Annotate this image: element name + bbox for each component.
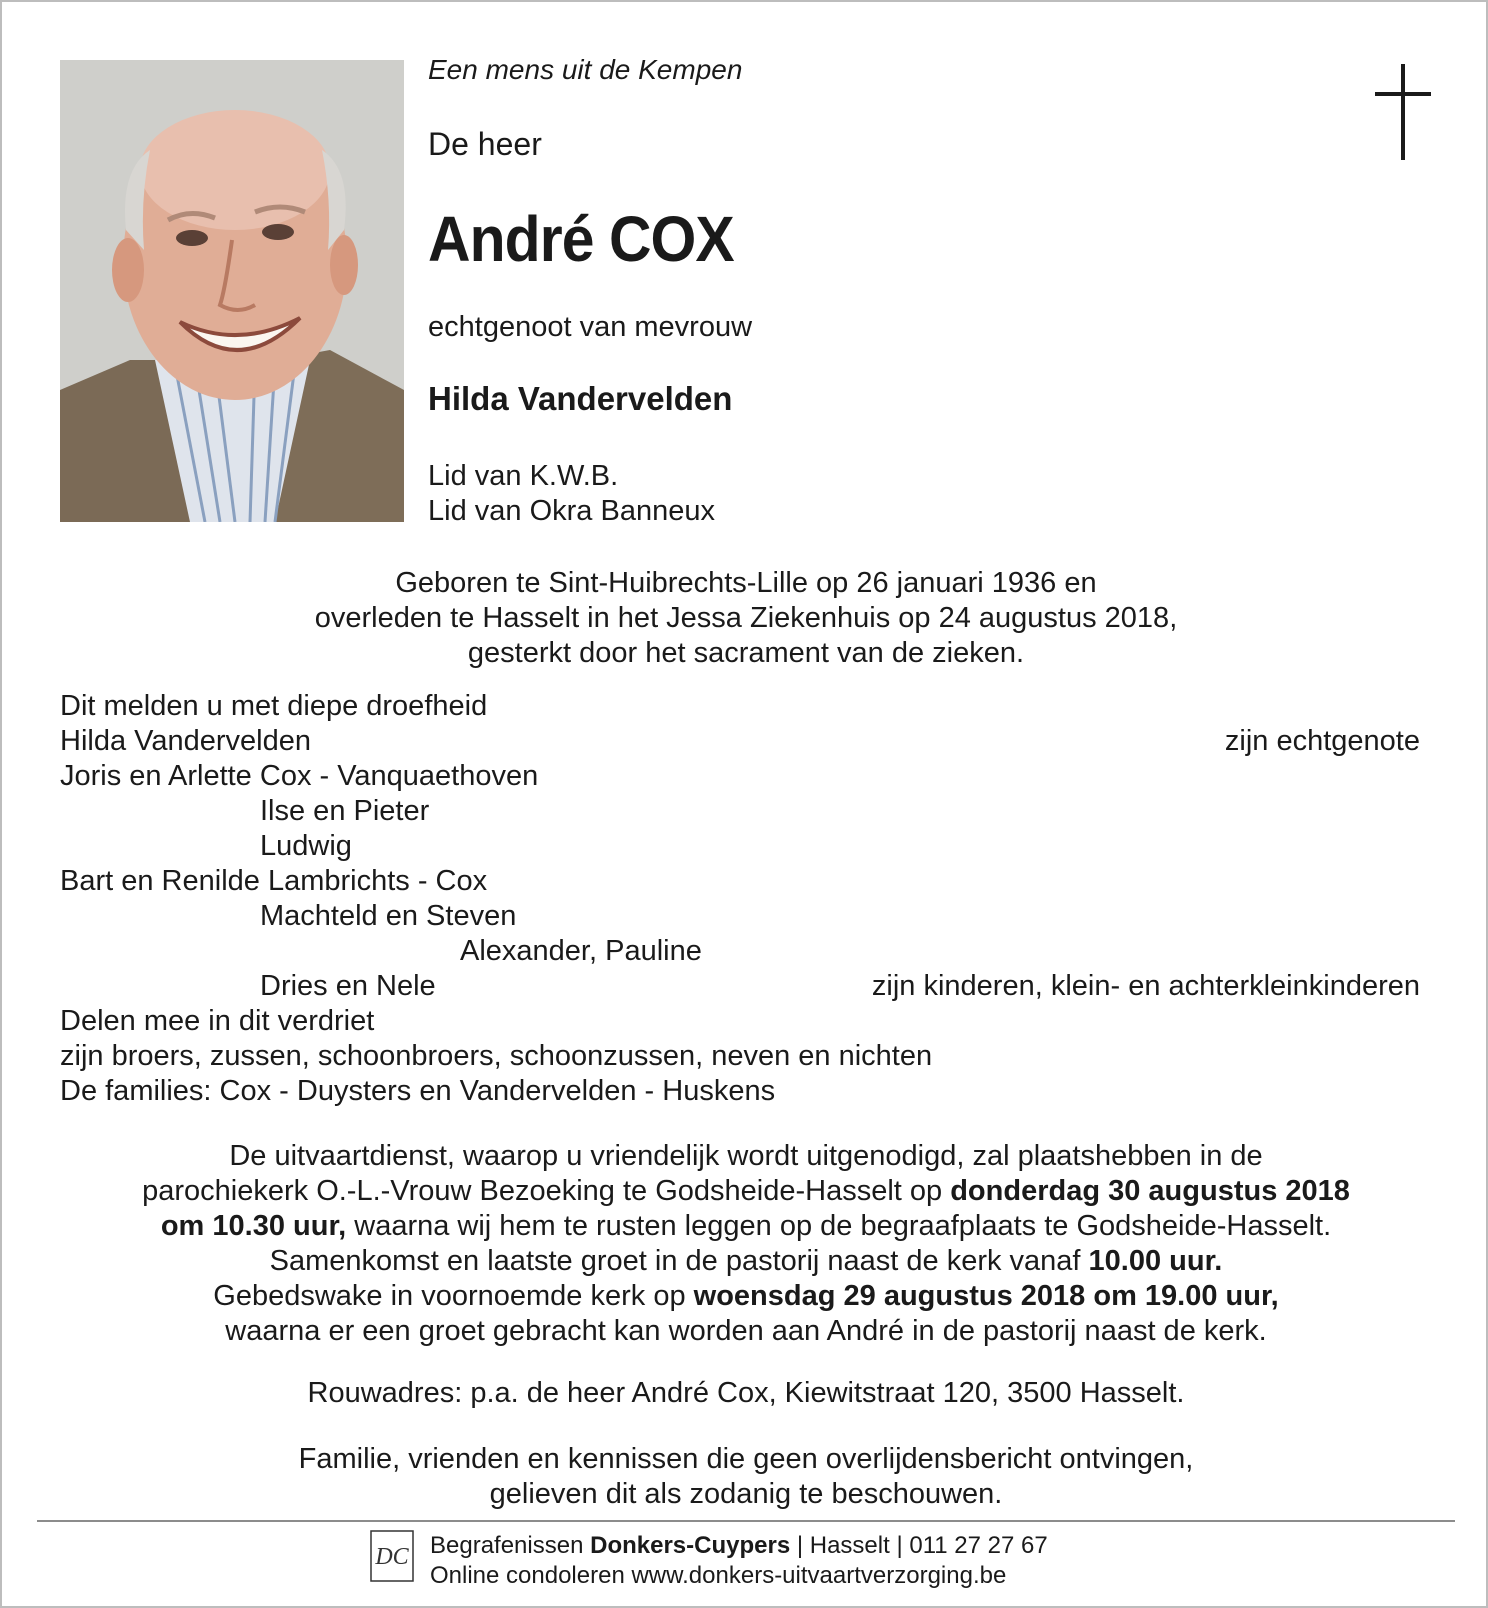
death-line: overleden te Hasselt in het Jessa Ziekenhuis op 24 augustus 2018,: [314, 602, 1178, 634]
footer-divider: [37, 1520, 1455, 1522]
sacrament-line: gesterkt door het sacrament van de zieken.: [467, 637, 1025, 669]
family-line: Ilse en Pieter: [260, 795, 430, 827]
vigil-text: Gebedswake in voornoemde kerk op: [213, 1280, 694, 1312]
footer-label: Begrafenissen: [430, 1532, 591, 1559]
funeral-line: De uitvaartdienst, waarop u vriendelijk wordt uitgenodigd, zal plaatshebben in de: [229, 1140, 1263, 1172]
motto: Een mens uit de Kempen: [428, 54, 743, 85]
children-relation: zijn kinderen, klein- en achterkleinkinderen: [871, 970, 1420, 1002]
funeral-text: parochiekerk O.-L.-Vrouw Bezoeking te Godsheide-Hasselt op: [142, 1175, 951, 1207]
footer-line-2[interactable]: Online condoleren www.donkers-uitvaartverzorging.be: [430, 1562, 1007, 1589]
cross-icon: [1375, 64, 1431, 160]
mourning-address: Rouwadres: p.a. de heer André Cox, Kiewitstraat 120, 3500 Hasselt.: [307, 1377, 1185, 1409]
honorific: De heer: [428, 126, 542, 162]
family-line: Bart en Renilde Lambrichts - Cox: [60, 865, 488, 897]
family-line: Joris en Arlette Cox - Vanquaethoven: [60, 760, 539, 792]
funeral-line: [2, 1209, 1488, 1244]
membership-2: Lid van Okra Banneux: [428, 495, 715, 527]
funeral-line: waarna er een groet gebracht kan worden aan André in de pastorij naast de kerk.: [225, 1315, 1267, 1347]
funeral-text: waarna wij hem te rusten leggen op de begraafplaats te Godsheide-Hasselt.: [346, 1210, 1332, 1242]
notice-line: Familie, vrienden en kennissen die geen overlijdensbericht ontvingen,: [298, 1443, 1194, 1475]
shares-intro: Delen mee in dit verdriet: [60, 1005, 375, 1037]
family-line: Alexander, Pauline: [460, 935, 702, 967]
family-line: Machteld en Steven: [260, 900, 517, 932]
membership-1: Lid van K.W.B.: [428, 460, 619, 492]
gathering-time: 10.00 uur.: [1088, 1245, 1223, 1277]
families-line: De families: Cox - Duysters en Vandervelden - Huskens: [60, 1075, 776, 1107]
birth-death: [2, 566, 1488, 671]
funeral-home-logo: [370, 1530, 414, 1582]
family-spouse: Hilda Vandervelden: [60, 725, 311, 757]
funeral-line: [2, 1244, 1488, 1279]
notice: [2, 1442, 1488, 1512]
funeral-line: [2, 1279, 1488, 1314]
family-line: Dries en Nele: [260, 970, 436, 1002]
family-intro: Dit melden u met diepe droefheid: [60, 690, 488, 722]
funeral-date: donderdag 30 augustus 2018: [950, 1175, 1350, 1207]
notice-line: gelieven dit als zodanig te beschouwen.: [489, 1478, 1003, 1510]
birth-line: Geboren te Sint-Huibrechts-Lille op 26 januari 1936 en: [395, 567, 1097, 599]
family-line: Ludwig: [260, 830, 352, 862]
spouse-intro: echtgenoot van mevrouw: [428, 311, 753, 343]
funeral-home-name: Donkers-Cuypers: [590, 1532, 791, 1559]
portrait-photo: [60, 60, 404, 522]
funeral-details: [2, 1139, 1488, 1349]
relatives-line: zijn broers, zussen, schoonbroers, schoonzussen, neven en nichten: [60, 1040, 933, 1072]
funeral-line: [2, 1174, 1488, 1209]
gathering-text: Samenkomst en laatste groet in de pastorij naast de kerk vanaf: [269, 1245, 1089, 1277]
vigil-datetime: woensdag 29 augustus 2018 om 19.00 uur,: [693, 1280, 1279, 1312]
footer-contact: | Hasselt | 011 27 27 67: [790, 1532, 1048, 1559]
spouse-relation: zijn echtgenote: [1224, 725, 1420, 757]
footer-line-1: [430, 1532, 1048, 1560]
funeral-time: om 10.30 uur,: [160, 1210, 347, 1242]
logo-monogram: DC: [375, 1544, 409, 1570]
deceased-name: André COX: [428, 203, 734, 275]
spouse-name: Hilda Vandervelden: [428, 380, 733, 417]
